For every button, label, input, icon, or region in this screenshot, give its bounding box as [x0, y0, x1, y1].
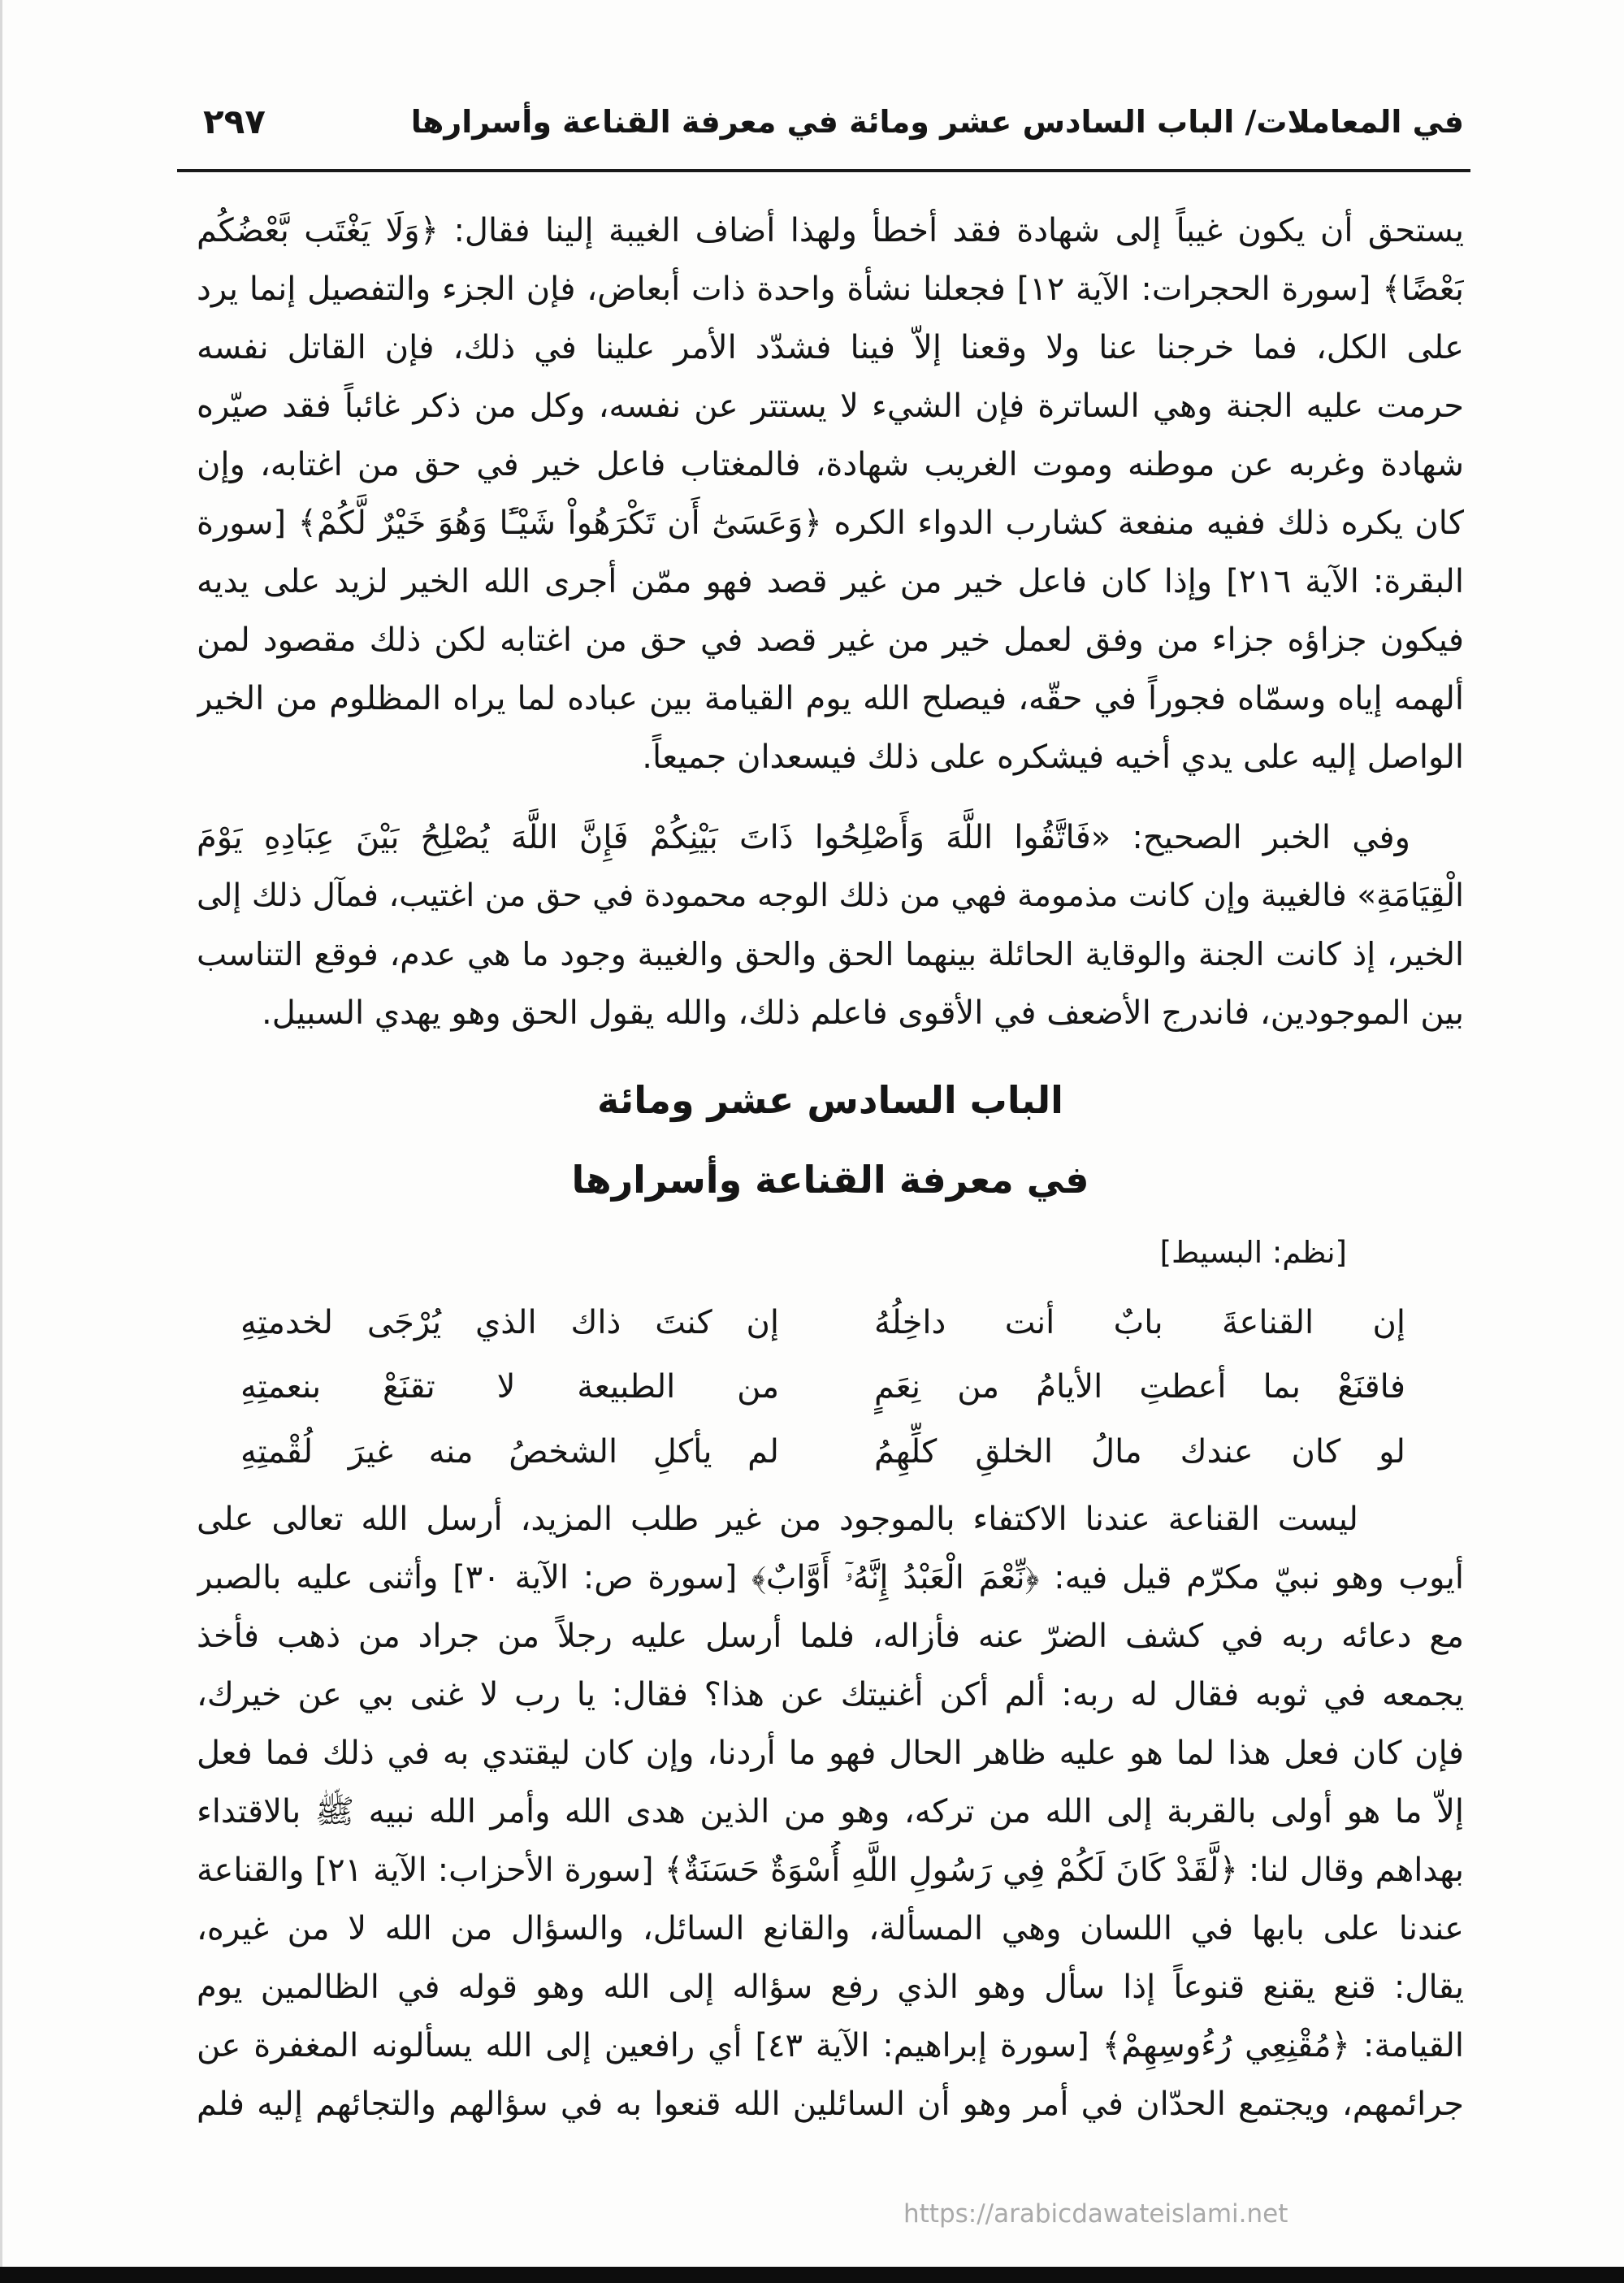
running-header [197, 91, 1464, 153]
hemistich-second: إن كنتَ ذاك الذي يُرْجَى لخدمتِهِ [240, 1304, 779, 1341]
text-line: الْقِيَامَةِ» فالغيبة وإن كانت مذمومة فهي من ذلك الوجه محمودة في حق من اغتيب، فمآل ذلك إلى [197, 877, 1464, 914]
paragraph [197, 808, 1464, 1042]
text-line: أيوب وهو نبيّ مكرّم قيل فيه: ﴿نِّعْمَ الْعَبْدُ إِنَّهُۥٓ أَوَّابٌ﴾ [سورة ص: الآية ٣٠] وأثنى عليه بالصبر [197, 1559, 1464, 1596]
chapter-subtitle: في معرفة القناعة وأسرارها [571, 1158, 1089, 1202]
text-line: الخير، إذ كانت الجنة والوقاية الحائلة بينهما الحق والحق والغيبة وجود ما هي عدم، فوقع التناسب [197, 936, 1464, 973]
text-line: ليست القناعة عندنا الاكتفاء بالموجود من غير طلب المزيد، أرسل الله تعالى على [197, 1501, 1358, 1538]
text-line: بهداهم وقال لنا: ﴿لَّقَدْ كَانَ لَكُمْ فِي رَسُولِ اللَّهِ أُسْوَةٌ حَسَنَةٌ﴾ [سورة الأحزاب: الآية ٢١] والقناعة [197, 1852, 1464, 1889]
text-line: مع دعائه ربه في كشف الضرّ عنه فأزاله، فلما أرسل عليه رجلاً من جراد من ذهب فأخذ [197, 1618, 1464, 1655]
poem-meter-label: [نظم: البسيط] [1159, 1235, 1347, 1270]
text-line: وفي الخبر الصحيح: «فَاتَّقُوا اللَّهَ وَأَصْلِحُوا ذَاتَ بَيْنِكُمْ فَإِنَّ اللَّهَ يُصْلِحُ بَيْنَ عِبَادِهِ يَوْمَ [197, 819, 1410, 856]
text-line: القيامة: ﴿مُقْنِعِي رُءُوسِهِمْ﴾ [سورة إبراهيم: الآية ٤٣] أي رافعين إلى الله يسألونه المغفرة عن [197, 2027, 1464, 2064]
paragraph [197, 1490, 1464, 2134]
text-line: إلاّ ما هو أولى بالقربة إلى الله من تركه، وهو من الذين هدى الله وأمر الله نبيه ﷺ بالاقتداء [197, 1793, 1464, 1830]
text-line: عندنا على بابها في اللسان وهي المسألة، والقانع السائل، والسؤال من الله لا من غيره، [197, 1910, 1464, 1947]
poem-verse [0, 1423, 1624, 1481]
scan-edge-bottom [0, 2267, 1624, 2283]
hemistich-first: فاقنَعْ بما أعطتِ الأيامُ من نِعَمٍ [874, 1368, 1405, 1406]
text-line: ألهمه إياه وسمّاه فجوراً في حقّه، فيصلح الله يوم القيامة بين عباده لما يراه المظلوم من الخير [197, 680, 1464, 717]
hemistich-first: لو كان عندك مالُ الخلقِ كلِّهِمُ [874, 1433, 1405, 1471]
text-line: فإن كان فعل هذا لما هو عليه ظاهر الحال فهو ما أردنا، وإن كان ليقتدي به في ذلك فما فعل [197, 1735, 1464, 1772]
scan-edge-left [0, 0, 2, 2267]
paragraph [197, 201, 1464, 786]
text-line: يقال: قنع يقنع قنوعاً إذا سأل وهو الذي رفع سؤاله إلى الله وهو قوله في الظالمين يوم [197, 1969, 1464, 2006]
header-rule [177, 169, 1470, 172]
text-line: شهادة وغربه عن موطنه وموت الغريب شهادة، فالمغتاب فاعل خير في حق من اغتابه، وإن [197, 446, 1464, 483]
hemistich-second: لم يأكلِ الشخصُ منه غيرَ لُقْمتِهِ [240, 1433, 779, 1471]
text-line: جرائمهم، ويجتمع الحدّان في أمر وهو أن السائلين الله قنعوا به في سؤالهم والتجائهم إليه فلم [197, 2086, 1464, 2123]
chapter-title: الباب السادس عشر ومائة [597, 1078, 1063, 1122]
poem-verse [0, 1358, 1624, 1416]
text-line: يستحق أن يكون غيباً إلى شهادة فقد أخطأ ولهذا أضاف الغيبة إلينا فقال: ﴿وَلَا يَغْتَب بَّعْضُكُم [197, 212, 1464, 249]
text-line: بَعْضًا﴾ [سورة الحجرات: الآية ١٢] فجعلنا نشأة واحدة ذات أبعاض، فإن الجزء والتفصيل إنما يرد [197, 271, 1464, 308]
text-line: على الكل، فما خرجنا عنا ولا وقعنا إلاّ فينا فشدّد الأمر علينا في ذلك، فإن القاتل نفسه [197, 329, 1464, 366]
text-line: يجمعه في ثوبه فقال له ربه: ألم أكن أغنيتك عن هذا؟ فقال: يا رب لا غنى بي عن خيرك، [197, 1676, 1464, 1713]
hemistich-second: من الطبيعة لا تقنَعْ بنعمتِهِ [240, 1368, 779, 1406]
text-line: فيكون جزاؤه جزاء من وفق لعمل خير من غير قصد في حق من اغتابه لكن ذلك مقصود لمن [197, 622, 1464, 659]
running-header-title: في المعاملات/ الباب السادس عشر ومائة في معرفة القناعة وأسرارها [410, 104, 1464, 140]
poem-verse [0, 1293, 1624, 1352]
text-line: الواصل إليه على يدي أخيه فيشكره على ذلك فيسعدان جميعاً. [642, 739, 1464, 776]
text-line: بين الموجودين، فاندرج الأضعف في الأقوى فاعلم ذلك، والله يقول الحق وهو يهدي السبيل. [262, 994, 1464, 1032]
page-number: ٢٩٧ [203, 102, 266, 141]
text-line: البقرة: الآية ٢١٦] وإذا كان فاعل خير من غير قصد فهو ممّن أجرى الله الخير لزيد على يديه [197, 563, 1464, 600]
text-line: حرمت عليه الجنة وهي الساترة فإن الشيء لا يستتر عن نفسه، وكل من ذكر غائباً فقد صيّره [197, 388, 1464, 425]
text-line: كان يكره ذلك ففيه منفعة كشارب الدواء الكره ﴿وَعَسَىٰٓ أَن تَكْرَهُواْ شَيْـًٔا وَهُوَ خَيْرٌ لَّكُمْ﴾ [سورة [197, 505, 1464, 542]
hemistich-first: إن القناعةَ بابٌ أنت داخِلُهُ [874, 1304, 1405, 1341]
watermark: https://arabicdawateislami.net [903, 2199, 1288, 2229]
